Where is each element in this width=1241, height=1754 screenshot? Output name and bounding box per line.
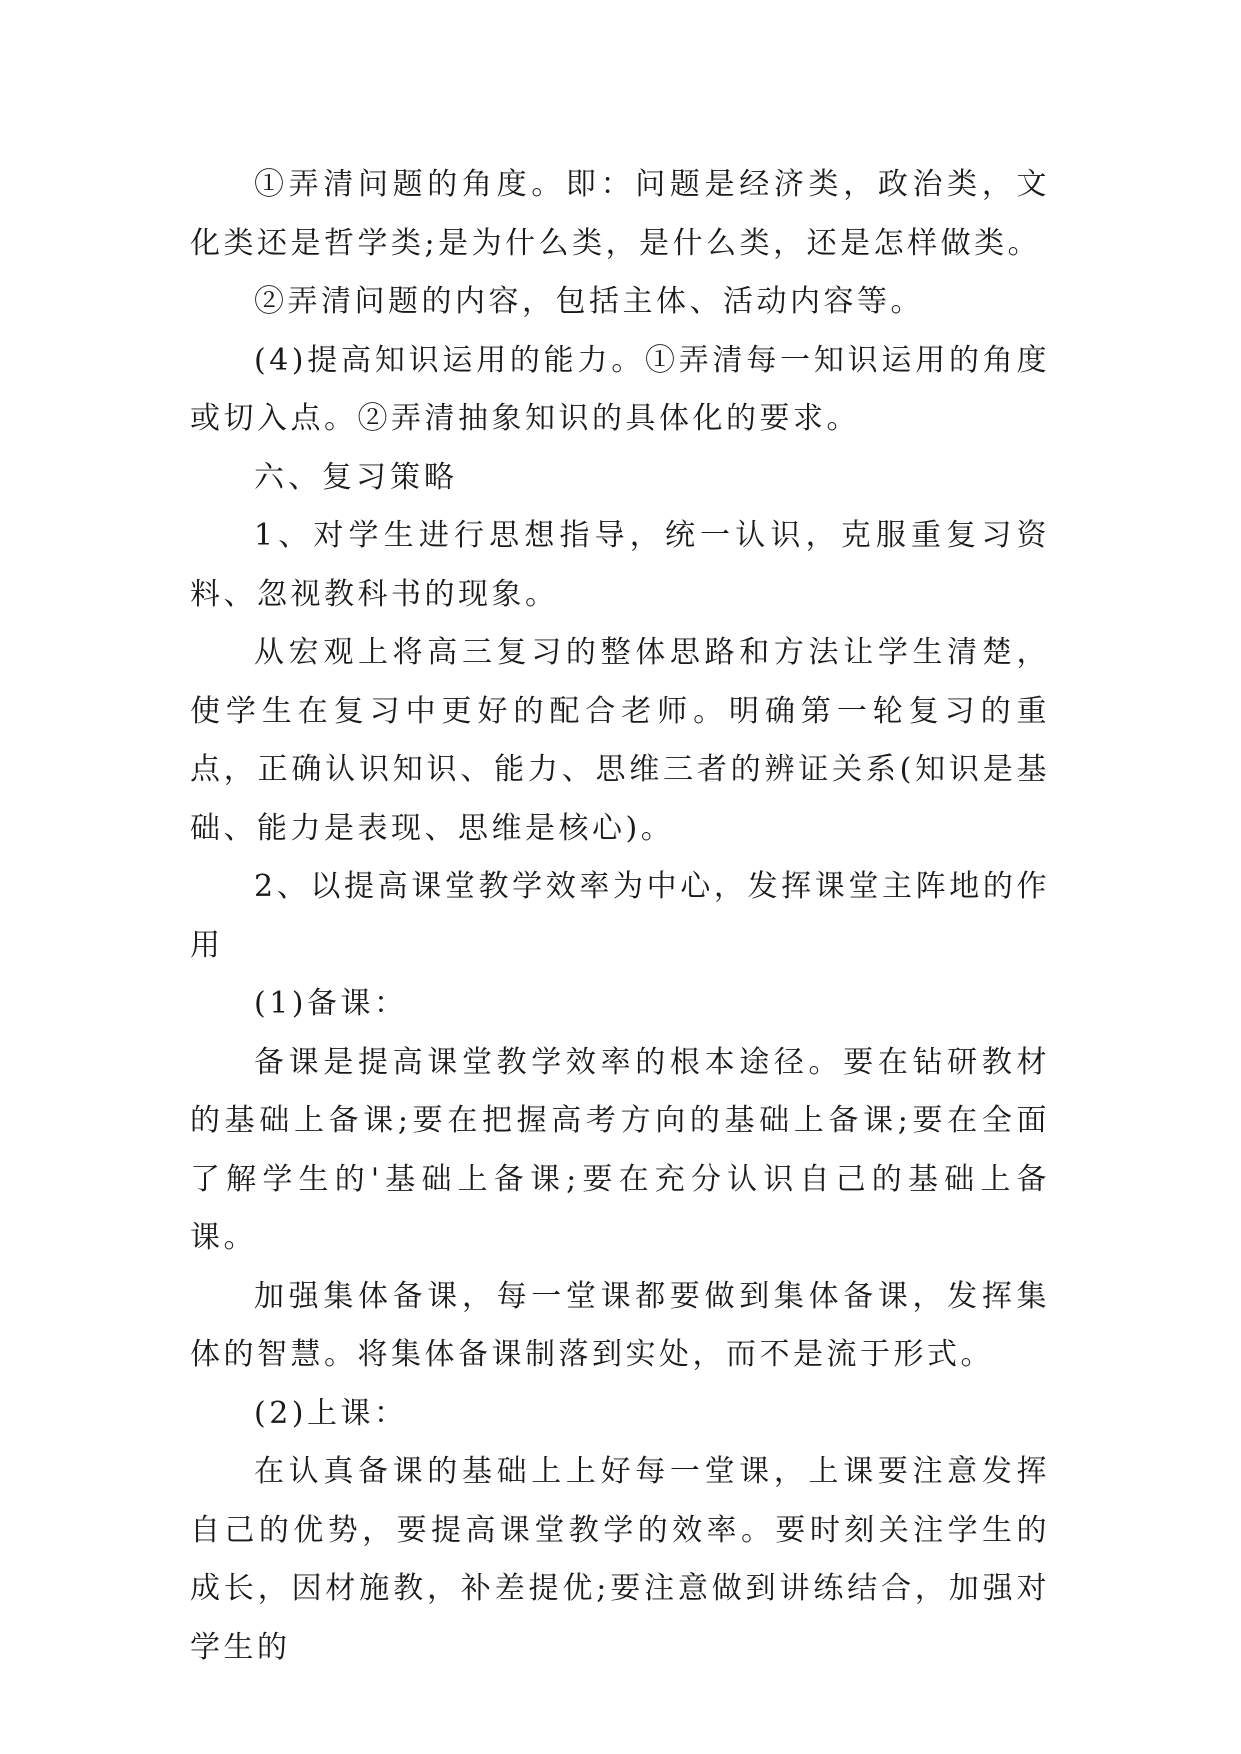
paragraph-class: 在认真备课的基础上上好每一堂课，上课要注意发挥自己的优势，要提高课堂教学的效率。要时刻关注学生的成长，因材施教，补差提优;要注意做到讲练结合，加强对学生的 [190, 1454, 1050, 1665]
document-body [190, 156, 1050, 1677]
paragraph-macro-view: 从宏观上将高三复习的整体思路和方法让学生清楚，使学生在复习中更好的配合老师。明确第一轮复习的重点，正确认识知识、能力、思维三者的辨证关系(知识是基础、能力是表现、思维是核心)。 [190, 635, 1050, 846]
subheading-lesson-prep: (1)备课： [254, 986, 408, 1021]
paragraph-lesson-prep: 备课是提高课堂教学效率的根本途径。要在钻研教材的基础上备课;要在把握高考方向的基础上备课;要在全面了解学生的'基础上备课;要在充分认识自己的基础上备课。 [190, 1044, 1050, 1255]
paragraph-group-prep: 加强集体备课，每一堂课都要做到集体备课，发挥集体的智慧。将集体备课制落到实处，而不是流于形式。 [190, 1278, 1050, 1372]
paragraph-question-angle: ①弄清问题的角度。即：问题是经济类，政治类，文化类还是哲学类;是为什么类，是什么类，还是怎样做类。 [190, 167, 1050, 261]
subheading-class: (2)上课： [254, 1395, 408, 1431]
paragraph-strategy-2: 2、以提高课堂教学效率为中心，发挥课堂主阵地的作用 [190, 869, 1050, 963]
paragraph-knowledge-application: (4)提高知识运用的能力。①弄清每一知识运用的角度或切入点。②弄清抽象知识的具体化的要求。 [190, 342, 1050, 436]
paragraph-question-content: ②弄清问题的内容，包括主体、活动内容等。 [254, 284, 924, 319]
paragraph-strategy-1: 1、对学生进行思想指导，统一认识，克服重复习资料、忽视教科书的现象。 [190, 518, 1050, 612]
section-heading-review-strategy: 六、复习策略 [254, 459, 458, 495]
